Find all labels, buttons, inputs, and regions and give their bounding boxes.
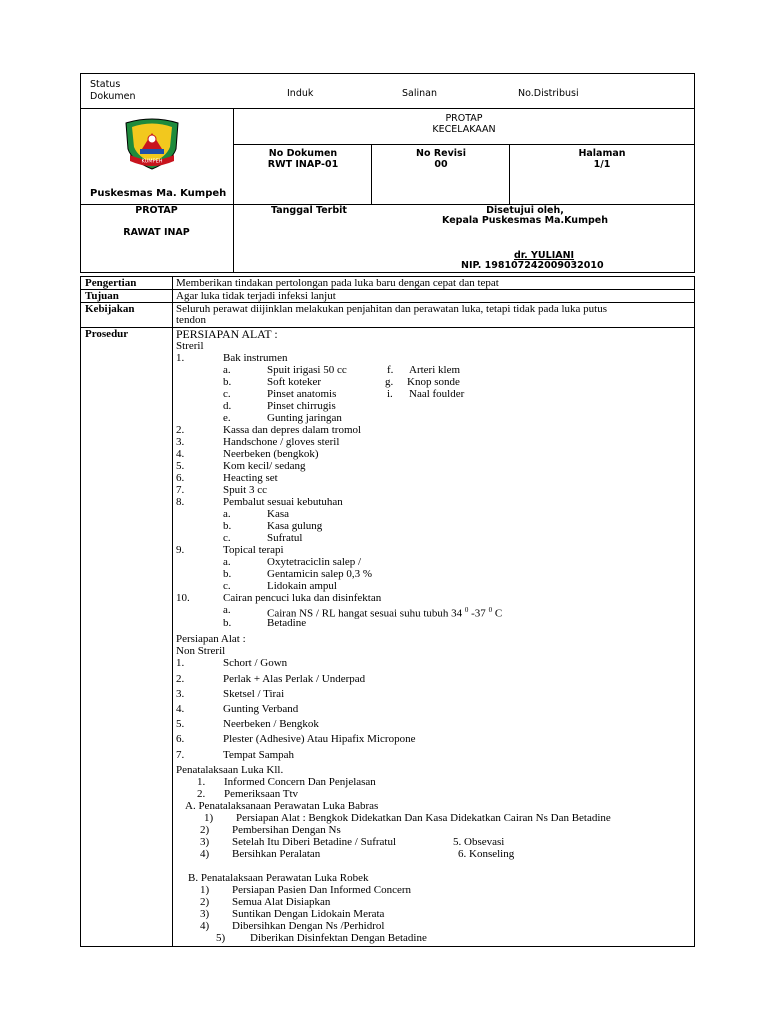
status-dokumen-label: Status Dokumen — [90, 79, 136, 102]
sub-item: Oxytetraciclin salep / — [267, 556, 362, 568]
list-item-num: 2. — [197, 788, 206, 800]
kebijakan-text-2: tendon — [176, 314, 206, 326]
body-left-border — [80, 276, 81, 947]
penatalaksanaan-heading: Penatalaksaan Luka Kll. — [176, 764, 284, 776]
header-top-border — [80, 73, 695, 74]
list-item-num: 7. — [176, 749, 185, 761]
body-right-border — [694, 276, 695, 947]
list-item: Informed Concern Dan Penjelasan — [224, 776, 376, 788]
svg-text:KUMPEH: KUMPEH — [141, 158, 163, 165]
list-item: Neerbeken / Bengkok — [223, 718, 319, 730]
sub-item-letter: a. — [223, 604, 231, 616]
list-item: Heacting set — [223, 472, 278, 484]
halaman-value: 1/1 — [593, 159, 611, 170]
section-b-heading: B. Penatalaksaan Perawatan Luka Robek — [188, 872, 369, 884]
header-protap-divider — [233, 144, 695, 145]
list-item-num: 5) — [216, 932, 226, 944]
list-item-num: 10. — [176, 592, 190, 604]
list-item-num: 3) — [200, 836, 210, 848]
sub-item-letter: b. — [223, 617, 232, 629]
no-revisi-value: 00 — [434, 159, 448, 170]
sub-item-letter: a. — [223, 556, 231, 568]
list-item: Handschone / gloves steril — [223, 436, 340, 448]
induk-label: Induk — [287, 88, 314, 99]
sub-item-letter: c. — [223, 580, 231, 592]
list-item-num: 9. — [176, 544, 185, 556]
no-dokumen-value: RWT INAP-01 — [267, 159, 339, 170]
list-item-num: 5. — [176, 718, 185, 730]
sub-item: Naal foulder — [409, 388, 465, 400]
list-item-num: 5. — [176, 460, 185, 472]
sub-item: Arteri klem — [409, 364, 461, 376]
sub-item: Betadine — [267, 617, 307, 629]
sub-item-letter: f. — [387, 364, 394, 376]
sub-item: Sufratul — [267, 532, 303, 544]
header-status-bottom — [80, 108, 695, 109]
prosedur-label: Prosedur — [85, 328, 129, 340]
list-item: Pembersihan Dengan Ns — [232, 824, 341, 836]
list-item: Kassa dan depres dalam tromol — [223, 424, 362, 436]
sub-item-letter: d. — [223, 400, 232, 412]
list-item: Gunting Verband — [223, 703, 299, 715]
signer-nip: NIP. 198107242009032010 — [461, 260, 604, 271]
list-item: Cairan pencuci luka dan disinfektan — [223, 592, 382, 604]
list-item-num: 1. — [176, 657, 185, 669]
list-item-num: 3. — [176, 688, 185, 700]
halaman-label: Halaman — [578, 148, 626, 159]
sub-item: Soft koteker — [267, 376, 322, 388]
pengertian-text: Memberikan tindakan pertolongan pada luka baru dengan cepat dan tepat — [176, 277, 499, 289]
sub-item-letter: c. — [223, 532, 231, 544]
list-item-num: 8. — [176, 496, 185, 508]
sub-item-letter: b. — [223, 520, 232, 532]
sub-item-temperature: Cairan NS / RL hangat sesuai suhu tubuh 34 $^0$ -37 $^0$ C — [267, 606, 503, 620]
list-item: Persiapan Pasien Dan Informed Concern — [232, 884, 412, 896]
sub-item: Gentamicin salep 0,3 % — [267, 568, 373, 580]
sub-item: Kasa gulung — [267, 520, 323, 532]
list-item: 5. Obsevasi — [453, 836, 505, 848]
sub-item: Gunting jaringan — [267, 412, 342, 424]
shield-emblem-icon — [120, 115, 184, 171]
list-item: Plester (Adhesive) Atau Hipafix Micropone — [223, 733, 416, 745]
sub-item: Kasa — [267, 508, 289, 520]
list-item-num: 1. — [176, 352, 185, 364]
header-right-border — [694, 73, 695, 273]
section-a-heading: A. Penatalaksanaan Perawatan Luka Babras — [185, 800, 379, 812]
list-item: Kom kecil/ sedang — [223, 460, 306, 472]
signer-name: dr. YULIANI — [514, 250, 575, 261]
list-item-num: 2. — [176, 424, 185, 436]
list-item: Bersihkan Peralatan — [232, 848, 321, 860]
list-item-num: 4. — [176, 448, 185, 460]
sub-item: Knop sonde — [407, 376, 460, 388]
list-item-num: 4) — [200, 848, 210, 860]
list-item: Dibersihkan Dengan Ns /Perhidrol — [232, 920, 385, 932]
sub-item-letter: a. — [223, 364, 231, 376]
list-item: Pembalut sesuai kebutuhan — [223, 496, 343, 508]
body-label-divider — [172, 276, 173, 947]
non-steril-sub: Non Streril — [176, 645, 226, 657]
list-item-num: 4. — [176, 703, 185, 715]
list-item: Spuit 3 cc — [223, 484, 267, 496]
sub-item-letter: c. — [223, 388, 231, 400]
sub-item-letter: g. — [385, 376, 394, 388]
sub-item-letter: a. — [223, 508, 231, 520]
sub-item: Lidokain ampul — [267, 580, 337, 592]
list-item: Neerbeken (bengkok) — [223, 448, 319, 460]
list-item-num: 1) — [200, 884, 210, 896]
header-left-border — [80, 73, 81, 273]
puskesmas-logo — [120, 115, 184, 171]
list-item-num: 1. — [197, 776, 206, 788]
sub-item-letter: i. — [387, 388, 393, 400]
rawat-inap-label: RAWAT INAP — [123, 227, 190, 238]
no-distribusi-label: No.Distribusi — [518, 88, 579, 99]
protap-title: PROTAP — [445, 113, 483, 124]
sub-item: Spuit irigasi 50 cc — [267, 364, 347, 376]
persiapan-alat-heading: PERSIAPAN ALAT : — [176, 327, 278, 341]
no-dokumen-label: No Dokumen — [268, 148, 338, 159]
list-item-num: 3. — [176, 436, 185, 448]
list-item: Sketsel / Tirai — [223, 688, 285, 700]
no-revisi-label: No Revisi — [416, 148, 466, 159]
list-item-num: 2) — [200, 824, 210, 836]
kepala-label: Kepala Puskesmas Ma.Kumpeh — [442, 215, 608, 226]
pengertian-label: Pengertian — [85, 277, 137, 289]
list-item-num: 4) — [200, 920, 210, 932]
list-item: 6. Konseling — [458, 848, 515, 860]
list-item: Tempat Sampah — [223, 749, 295, 761]
list-item: Semua Alat Disiapkan — [232, 896, 331, 908]
list-item: Pemeriksaan Ttv — [224, 788, 299, 800]
list-item-num: 1) — [204, 812, 214, 824]
list-item: Diberikan Disinfektan Dengan Betadine — [250, 932, 427, 944]
list-item: Setelah Itu Diberi Betadine / Sufratul — [232, 836, 397, 848]
tanggal-terbit-label: Tanggal Terbit — [271, 205, 347, 216]
disetujui-label: Disetujui oleh, — [486, 205, 564, 216]
list-item-num: 6. — [176, 472, 185, 484]
list-item-num: 2. — [176, 673, 185, 685]
non-steril-heading: Persiapan Alat : — [176, 633, 246, 645]
institution-name: Puskesmas Ma. Kumpeh — [90, 188, 227, 199]
list-item-num: 3) — [200, 908, 210, 920]
kebijakan-text-1: Seluruh perawat diijinklan melakukan penjahitan dan perawatan luka, tetapi tidak pada luka putus — [176, 303, 607, 315]
tujuan-text: Agar luka tidak terjadi infeksi lanjut — [176, 290, 336, 302]
list-item: Suntikan Dengan Lidokain Merata — [232, 908, 385, 920]
list-item-num: 7. — [176, 484, 185, 496]
sub-item: Pinset chirrugis — [267, 400, 336, 412]
salinan-label: Salinan — [402, 88, 437, 99]
list-item: Perlak + Alas Perlak / Underpad — [223, 673, 366, 685]
sub-item-letter: b. — [223, 568, 232, 580]
list-item-num: 2) — [200, 896, 210, 908]
steril-sub: Streril — [176, 340, 204, 352]
list-item: Schort / Gown — [223, 657, 288, 669]
list-item-num: 6. — [176, 733, 185, 745]
sub-item: Pinset anatomis — [267, 388, 337, 400]
list-item: Topical terapi — [223, 544, 284, 556]
protap-left-label: PROTAP — [135, 205, 178, 216]
list-item: Persiapan Alat : Bengkok Didekatkan Dan Kasa Didekatkan Cairan Ns Dan Betadine — [236, 812, 611, 824]
tujuan-label: Tujuan — [85, 290, 119, 302]
sub-item-letter: e. — [223, 412, 231, 424]
header-bottom-border — [80, 272, 695, 273]
sub-item-letter: b. — [223, 376, 232, 388]
list-item: Bak instrumen — [223, 352, 288, 364]
kebijakan-label: Kebijakan — [85, 303, 135, 315]
protap-subtitle: KECELAKAAN — [432, 124, 496, 135]
